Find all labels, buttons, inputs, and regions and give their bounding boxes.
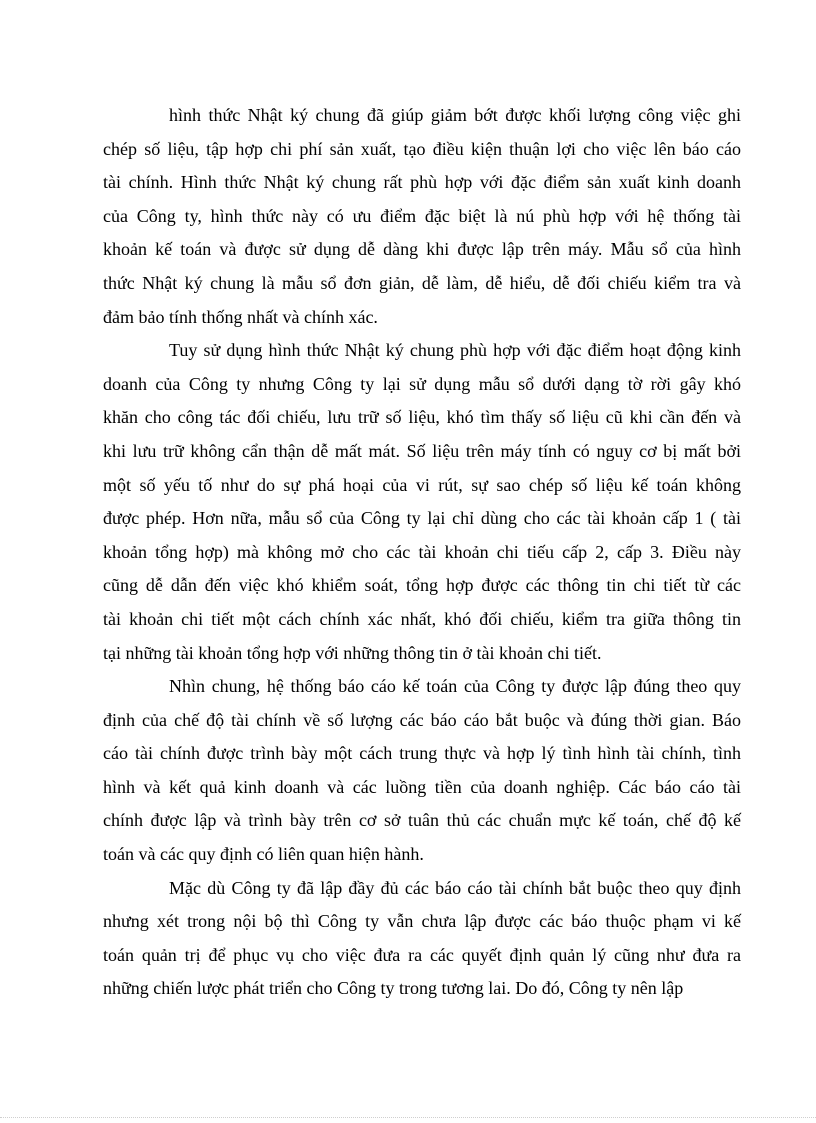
text-line: của Công ty, hình thức này có ưu điểm đặc biệt là nú phù hợp với hệ thống tài (103, 205, 741, 226)
text-line: doanh của Công ty nhưng Công ty lại sử dụng mẫu sổ dưới dạng tờ rời gây khó (103, 373, 741, 394)
text-line: Nhìn chung, hệ thống báo cáo kế toán của Công ty được lập đúng theo quy (169, 676, 741, 697)
text-line: được phép. Hơn nữa, mẫu sổ của Công ty lại chỉ dùng cho các tài khoản cấp 1 ( tài (103, 508, 741, 529)
text-line: nhưng xét trong nội bộ thì Công ty vẫn chưa lập được các báo thuộc phạm vi kế (103, 911, 741, 932)
paragraph-4 (103, 872, 741, 1006)
paragraph-3 (103, 670, 741, 872)
text-line: toán và các quy định có liên quan hiện hành. (103, 844, 424, 865)
text-line: cũng dễ dẫn đến việc khó khiểm soát, tổng hợp được các thông tin chi tiết từ các (103, 575, 741, 596)
text-line: đảm bảo tính thống nhất và chính xác. (103, 306, 378, 327)
text-line: toán quản trị để phục vụ cho việc đưa ra các quyết định quản lý cũng như đưa ra (103, 944, 741, 965)
text-line: Tuy sử dụng hình thức Nhật ký chung phù hợp với đặc điểm hoạt động kinh (169, 340, 741, 361)
text-line: những chiến lược phát triển cho Công ty trong tương lai. Do đó, Công ty nên lập (103, 978, 684, 999)
text-line: chính được lập và trình bày trên cơ sở tuân thủ các chuẩn mực kế toán, chế độ kế (103, 810, 741, 831)
text-line: hình và kết quả kinh doanh và các luồng tiền của doanh nghiệp. Các báo cáo tài (103, 776, 741, 797)
text-line: hình thức Nhật ký chung đã giúp giảm bớt được khối lượng công việc ghi (169, 105, 741, 125)
text-line: tài chính. Hình thức Nhật ký chung rất phù hợp với đặc điểm sản xuất kinh doanh (103, 172, 741, 193)
text-line: một số yếu tố như do sự phá hoại của vi rút, sự sao chép số liệu kế toán không (103, 474, 741, 495)
page-bottom-divider (0, 1117, 816, 1118)
text-line: tài khoản chi tiết một cách chính xác nhất, khó đối chiếu, kiểm tra giữa thông tin (103, 608, 741, 629)
text-line: khăn cho công tác đối chiếu, lưu trữ số liệu, khó tìm thấy số liệu cũ khi cần đến và (103, 407, 741, 428)
text-line: khoản tổng hợp) mà không mở cho các tài khoản chi tiếu cấp 2, cấp 3. Điều này (103, 541, 741, 562)
text-line: tại những tài khoản tổng hợp với những thông tin ở tài khoản chi tiết. (103, 642, 602, 663)
text-line: thức Nhật ký chung là mẫu sổ đơn giản, dễ làm, dễ hiểu, dễ đối chiếu kiểm tra và (103, 272, 741, 293)
paragraph-2 (103, 334, 741, 670)
text-line: khi lưu trữ không cẩn thận dễ mất mát. Số liệu trên máy tính có nguy cơ bị mất bởi (103, 440, 741, 461)
text-line: Mặc dù Công ty đã lập đầy đủ các báo cáo tài chính bắt buộc theo quy định (169, 877, 741, 898)
text-line: chép số liệu, tập hợp chi phí sản xuất, tạo điều kiện thuận lợi cho việc lên báo cáo (103, 138, 741, 159)
paragraph-1 (103, 99, 741, 334)
text-line: định của chế độ tài chính về số lượng các báo cáo bắt buộc và đúng thời gian. Báo (103, 709, 741, 730)
document-page (103, 99, 741, 1006)
text-line: khoản kế toán và được sử dụng dễ dàng khi được lập trên máy. Mẫu sổ của hình (103, 239, 741, 260)
text-line: cáo tài chính được trình bày một cách trung thực và hợp lý tình hình tài chính, tình (103, 743, 741, 764)
